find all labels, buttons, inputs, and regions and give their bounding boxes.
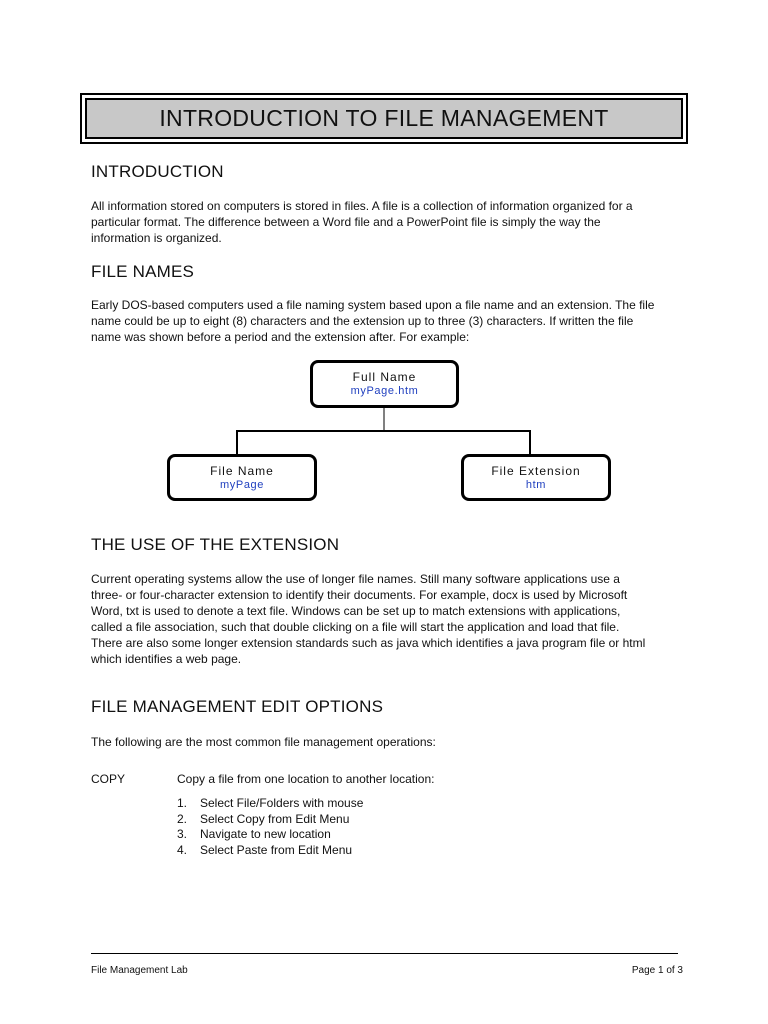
paragraph-line: which identifies a web page. (91, 652, 242, 666)
file-extension-value: htm (525, 479, 547, 491)
paragraph-line: All information stored on computers is stored in files. A file is a collection of information organized for a (91, 199, 633, 213)
file-extension-node (461, 454, 611, 501)
step-text: Select Paste from Edit Menu (200, 842, 353, 857)
footer-divider (91, 953, 678, 954)
paragraph-line: Word, txt is used to denote a text file. Windows can be set up to match extensions with applications, (91, 604, 621, 618)
title-box (80, 93, 688, 144)
step-number: 3. (177, 827, 188, 841)
heading-file-names: FILE NAMES (91, 262, 195, 281)
heading-introduction: INTRODUCTION (91, 162, 224, 181)
paragraph-line: name was shown before a period and the extension after. For example: (91, 330, 470, 344)
copy-steps-list (177, 796, 363, 858)
list-item (177, 843, 363, 859)
full-name-value: myPage.htm (350, 385, 419, 397)
file-name-label: File Name (210, 464, 274, 478)
paragraph-line: particular format. The difference between a Word file and a PowerPoint file is simply the way the (91, 215, 601, 229)
file-name-value: myPage (220, 479, 264, 491)
file-extension-label: File Extension (491, 464, 581, 478)
edit-options-paragraph (91, 734, 691, 750)
page-title: INTRODUCTION TO FILE MANAGEMENT (85, 98, 683, 139)
paragraph-line: Current operating systems allow the use of longer file names. Still many software applications use a (91, 572, 620, 586)
full-name-node (310, 360, 459, 408)
step-text: Select File/Folders with mouse (200, 796, 364, 810)
file-name-node (167, 454, 317, 501)
copy-description: Copy a file from one location to another location: (177, 772, 435, 786)
paragraph-line: The following are the most common file management operations: (91, 735, 436, 749)
list-item (177, 812, 363, 828)
paragraph-line: name could be up to eight (8) characters and the extension up to three (3) characters. If written the file (91, 314, 634, 328)
step-text: Select Copy from Edit Menu (200, 811, 350, 826)
extension-paragraph (91, 571, 691, 667)
heading-extension: THE USE OF THE EXTENSION (91, 535, 340, 554)
file-names-paragraph (91, 297, 691, 345)
heading-edit-options: FILE MANAGEMENT EDIT OPTIONS (91, 697, 384, 716)
paragraph-line: information is organized. (91, 231, 222, 245)
step-number: 2. (177, 811, 188, 826)
step-number: 4. (177, 842, 188, 857)
copy-label: COPY (91, 772, 126, 786)
paragraph-line: There are also some longer extension standards such as java which identifies a java program file or html (91, 636, 646, 650)
paragraph-line: called a file association, such that double clicking on a file will start the application and load that file. (91, 620, 620, 634)
full-name-label: Full Name (352, 370, 417, 384)
paragraph-line: Early DOS-based computers used a file naming system based upon a file name and an extension. The file (91, 298, 655, 312)
footer-page-number: Page 1 of 3 (631, 965, 683, 976)
footer-document-name: File Management Lab (91, 965, 188, 976)
paragraph-line: three- or four-character extension to identify their documents. For example, docx is used by Microsoft (91, 588, 628, 602)
introduction-paragraph (91, 198, 691, 246)
step-number: 1. (177, 796, 188, 810)
step-text: Navigate to new location (200, 827, 331, 841)
list-item (177, 796, 363, 812)
list-item (177, 827, 363, 843)
